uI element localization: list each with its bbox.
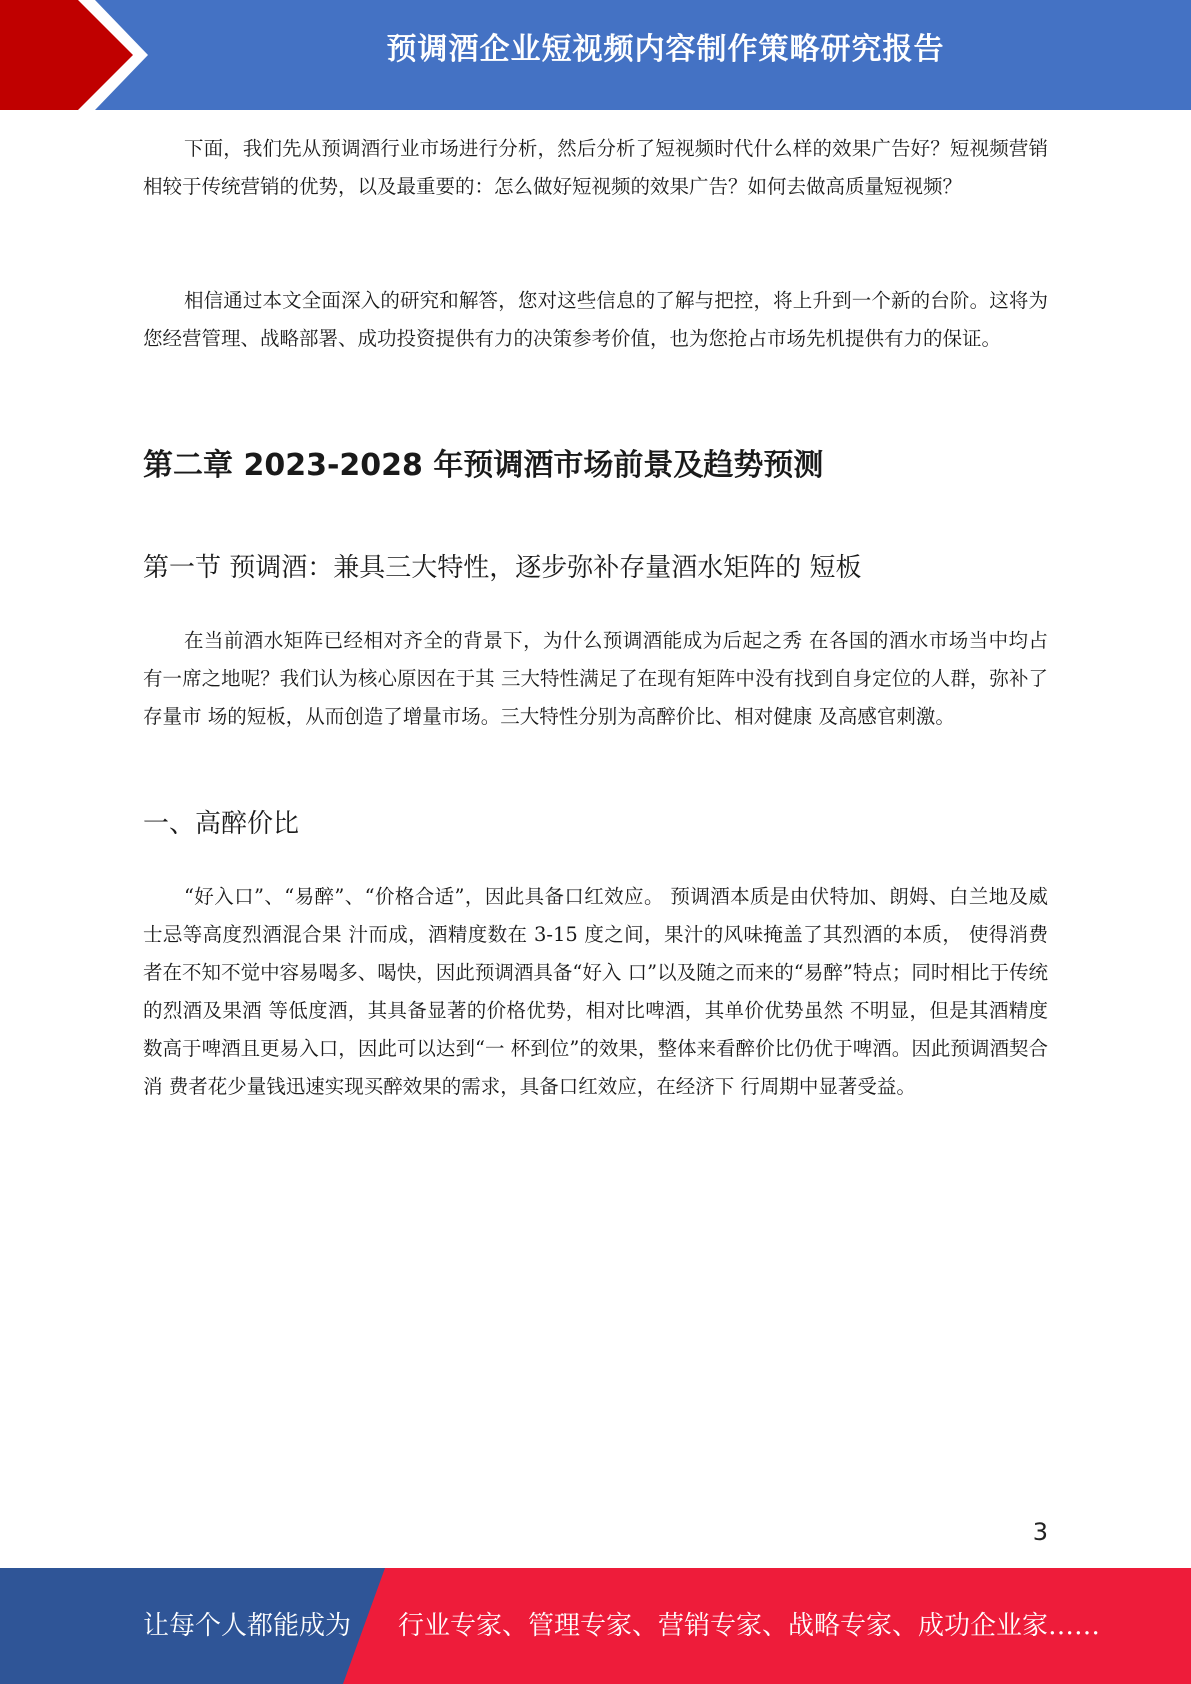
footer-slogan-left: 让每个人都能成为 [143,1611,352,1641]
paragraph-text: 相信通过本文全面深入的研究和解答，您对这些信息的了解与把控，将上升到一个新的台阶。这将为您经营管理、战略部署、成功投资提供有力的决策参考价值，也为您抢占市场先机提供有力的保证。 [143,289,1048,350]
header-title: 预调酒企业短视频内容制作策略研究报告 [386,32,945,67]
subsection-heading: 一、高醉价比 [143,809,300,839]
paragraph-text: 在当前酒水矩阵已经相对齐全的背景下，为什么预调酒能成为后起之秀 在各国的酒水市场当中均占有一席之地呢？我们认为核心原因在于其 三大特性满足了在现有矩阵中没有找到自身定位的人群，弥补了存量市 场的短板，从而创造了增量市场。三大特性分别为高醉价比、相对健康 及高感官刺激。 [143,629,1048,728]
section-heading: 第一节 预调酒：兼具三大特性，逐步弥补存量酒水矩阵的 短板 [143,553,862,583]
page-header [0,0,1191,110]
section-paragraph [143,622,1048,736]
paragraph-text: 下面，我们先从预调酒行业市场进行分析，然后分析了短视频时代什么样的效果广告好？短视频营销相较于传统营销的优势，以及最重要的：怎么做好短视频的效果广告？如何去做高质量短视频？ [143,137,1048,198]
paragraph-text: “好入口”、“易醉”、“价格合适”，因此具备口红效应。 预调酒本质是由伏特加、朗姆、白兰地及威士忌等高度烈酒混合果 汁而成，酒精度数在 3-15 度之间，果汁的风味掩盖了其烈酒的本质， 使得消费者在不知不觉中容易喝多、喝快，因此预调酒具备“好入 口”以及随之而来的“易醉”特点；同时相比于传统的烈酒及果酒 等低度酒，其具备显著的价格优势，相对比啤酒，其单价优势虽然 不明显，但是其酒精度数高于啤酒且更易入口，因此可以达到“一 杯到位”的效果，整体来看醉价比仍优于啤酒。因此预调酒契合消 费者花少量钱迅速实现买醉效果的需求，具备口红效应，在经济下 行周期中显著受益。 [143,885,1048,1098]
page-number: 3 [1032,1518,1048,1546]
intro-paragraph-1 [143,130,1048,206]
page-footer [0,1568,1191,1684]
intro-paragraph-2 [143,282,1048,358]
chapter-heading: 第二章 2023-2028 年预调酒市场前景及趋势预测 [143,448,824,483]
footer-slogan-right: 行业专家、管理专家、营销专家、战略专家、成功企业家…… [398,1611,1101,1641]
subsection-paragraph [143,878,1048,1106]
